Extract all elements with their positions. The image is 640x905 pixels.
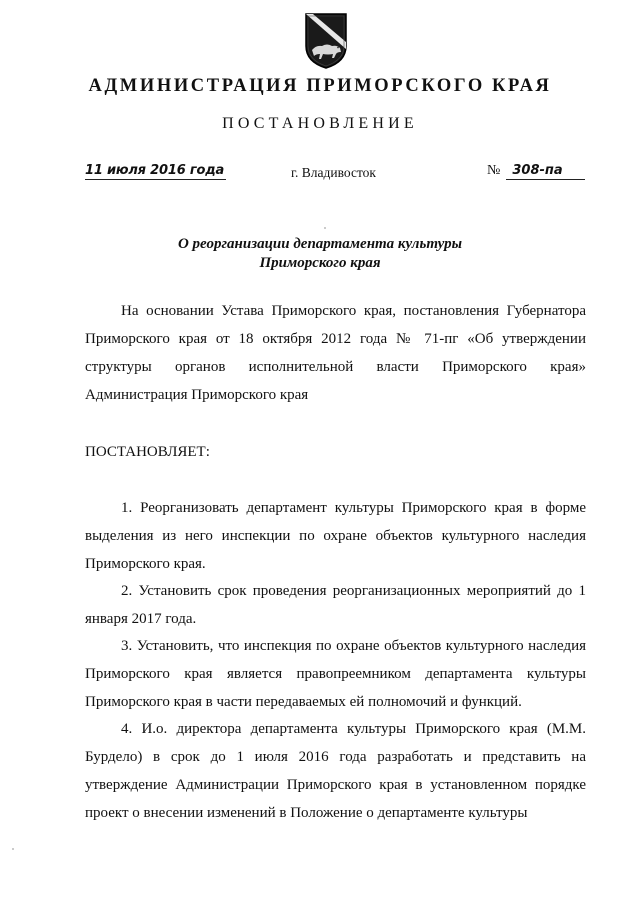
scan-speck xyxy=(12,848,14,850)
document-number xyxy=(487,163,585,180)
coat-of-arms-icon xyxy=(303,12,349,70)
document-meta-row xyxy=(85,163,580,185)
decree-item-3: 3. Установить, что инспекция по охране объектов культурного наследия Приморского края является правопреемником департамента культуры Приморского края в части передаваемых ей полномочий и функций. xyxy=(85,638,586,710)
decree-item-1: 1. Реорганизовать департамент культуры Приморского края в форме выделения из него инспекции по охране объектов культурного наследия Приморского края. xyxy=(85,500,586,572)
document-type: ПОСТАНОВЛЕНИЕ xyxy=(222,115,418,132)
number-sign: № xyxy=(487,163,501,178)
preamble-paragraph: На основании Устава Приморского края, постановления Губернатора Приморского края от 18 октября 2012 года № 71-пг «Об утверждении структуры органов исполнительной власти Приморского края» Администрация Приморского края xyxy=(85,303,586,403)
subject-line-1: О реорганизации департамента культуры xyxy=(177,236,463,252)
document-date: 11 июля 2016 года xyxy=(85,163,225,178)
decree-word: ПОСТАНОВЛЯЕТ: xyxy=(85,444,210,460)
organization-title: АДМИНИСТРАЦИЯ ПРИМОРСКОГО КРАЯ xyxy=(88,76,552,96)
number-value: 308-па xyxy=(506,163,584,180)
document-city: г. Владивосток xyxy=(291,165,376,180)
subject-line-2: Приморского края xyxy=(259,255,381,271)
decree-item-4: 4. И.о. директора департамента культуры Приморского края (М.М. Бурдело) в срок до 1 июля 2016 года разработать и представить на утверждение Администрации Приморского края в установленном порядке проект о внесении изменений в Положение о департаменте культуры xyxy=(85,721,586,821)
decree-item-2: 2. Установить срок проведения реорганизационных мероприятий до 1 января 2017 года. xyxy=(85,583,586,627)
document-subject xyxy=(0,235,640,273)
scan-speck xyxy=(324,227,326,229)
